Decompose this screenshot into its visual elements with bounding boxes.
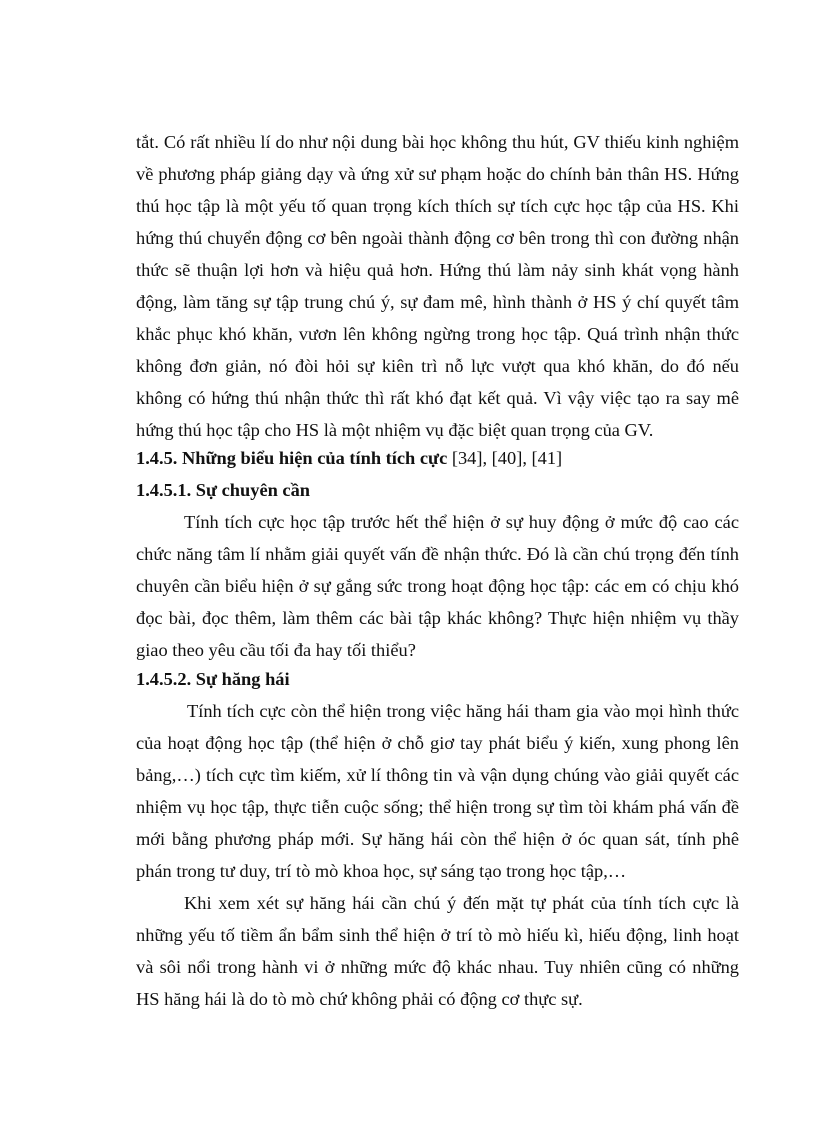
text-line: nhiệm vụ học tập, thực tiễn cuộc sống; thể hiện trong sự tìm tòi khám phá vấn đề xyxy=(136,797,739,817)
text-line: chức năng tâm lí nhằm giải quyết vấn đề nhận thức. Đó là cần chú trọng đến tính xyxy=(136,544,739,564)
text-line: thức sẽ thuận lợi hơn và hiệu quả hơn. Hứng thú làm nảy sinh khát vọng hành xyxy=(136,260,739,280)
text-line: và sôi nổi trong hành vi ở những mức độ khác nhau. Tuy nhiên cũng có những xyxy=(136,957,739,977)
text-line: Khi xem xét sự hăng hái cần chú ý đến mặt tự phát của tính tích cực là xyxy=(184,893,739,913)
text-line: mới bằng phương pháp mới. Sự hăng hái còn thể hiện ở óc quan sát, tính phê xyxy=(136,829,739,849)
text-line: giao theo yêu cầu tối đa hay tối thiểu? xyxy=(136,640,416,660)
section-heading-title: 1.4.5. Những biểu hiện của tính tích cực xyxy=(136,448,448,468)
text-line: thú học tập là một yếu tố quan trọng kích thích sự tích cực học tập của HS. Khi xyxy=(136,196,739,216)
text-line: đọc bài, đọc thêm, làm thêm các bài tập khác không? Thực hiện nhiệm vụ thầy xyxy=(136,608,739,628)
section-heading xyxy=(136,447,562,469)
text-line: của hoạt động học tập (thể hiện ở chỗ giơ tay phát biểu ý kiến, xung phong lên xyxy=(136,733,739,753)
text-line: chuyên cần biểu hiện ở sự gắng sức trong hoạt động học tập: các em có chịu khó xyxy=(136,576,739,596)
text-line: bảng,…) tích cực tìm kiếm, xử lí thông tin và vận dụng chúng vào giải quyết các xyxy=(136,765,739,785)
subsection-heading: 1.4.5.1. Sự chuyên cần xyxy=(136,480,311,500)
text-line: Tính tích cực học tập trước hết thể hiện ở sự huy động ở mức độ cao các xyxy=(184,512,739,532)
text-line: động, làm tăng sự tập trung chú ý, sự đam mê, hình thành ở HS ý chí quyết tâm xyxy=(136,292,739,312)
section-heading-refs: [34], [40], [41] xyxy=(447,448,563,468)
text-line: về phương pháp giảng dạy và ứng xử sư phạm hoặc do chính bản thân HS. Hứng xyxy=(136,164,739,184)
text-line: hứng thú chuyển động cơ bên ngoài thành động cơ bên trong thì con đường nhận xyxy=(136,228,739,248)
text-line: Tính tích cực còn thể hiện trong việc hăng hái tham gia vào mọi hình thức xyxy=(187,701,739,721)
subsection-heading: 1.4.5.2. Sự hăng hái xyxy=(136,669,290,689)
text-line: không có hứng thú nhận thức thì rất khó đạt kết quả. Vì vậy việc tạo ra say mê xyxy=(136,388,739,408)
text-line: những yếu tố tiềm ẩn bẩm sinh thể hiện ở trí tò mò hiếu kì, hiếu động, linh hoạt xyxy=(136,925,739,945)
text-line: phán trong tư duy, trí tò mò khoa học, sự sáng tạo trong học tập,… xyxy=(136,861,627,881)
text-line: không đơn giản, nó đòi hỏi sự kiên trì nỗ lực vượt qua khó khăn, do đó nếu xyxy=(136,356,739,376)
text-line: khắc phục khó khăn, vươn lên không ngừng trong học tập. Quá trình nhận thức xyxy=(136,324,739,344)
text-line: hứng thú học tập cho HS là một nhiệm vụ đặc biệt quan trọng của GV. xyxy=(136,420,654,440)
text-line: tắt. Có rất nhiều lí do như nội dung bài học không thu hút, GV thiếu kinh nghiệm xyxy=(136,132,739,152)
text-line: HS hăng hái là do tò mò chứ không phải có động cơ thực sự. xyxy=(136,989,583,1009)
